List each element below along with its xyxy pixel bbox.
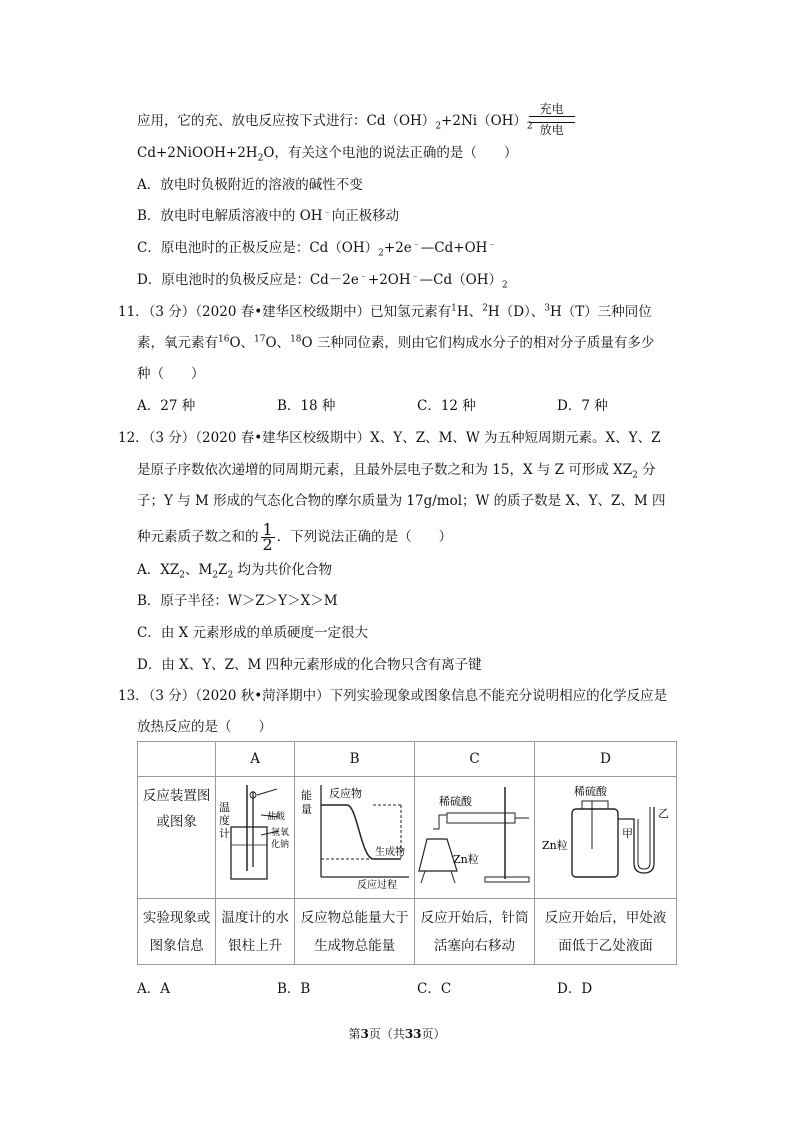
q12-line2: 是原子序数依次递增的同周期元素，且最外层电子数之和为 15，X 与 Z 可形成 $XZ_2$ 分: [137, 462, 656, 481]
q13-option-d: D．D: [557, 981, 593, 997]
table-header-c: C: [415, 742, 535, 777]
svg-text:计: 计: [219, 826, 231, 840]
q12-option-a: A．$XZ_2$、$M_2Z_2$ 均为共价化合物: [137, 562, 332, 581]
q10-line2: $Cd+2NiOOH+2H_2O$，有关这个电池的说法正确的是（ ）: [137, 145, 518, 164]
q10-option-c: C．原电池时的正极反应是：$Cd(OH)_2+2e^﹣—Cd+OH^﹣$: [137, 239, 497, 259]
svg-text:稀硫酸: 稀硫酸: [573, 784, 607, 798]
fraction-one-half: $\frac{1}{2}$: [262, 520, 273, 554]
figure-b-energy-diagram: [297, 779, 413, 889]
q10-option-d: D．原电池时的负极反应是：$Cd-2e^﹣+2OH^﹣—Cd(OH)_2$: [137, 271, 508, 291]
svg-text:化钠: 化钠: [271, 839, 290, 850]
figure-c-cell: [415, 777, 535, 899]
svg-text:氢氧: 氢氧: [271, 827, 290, 838]
q13-options: [137, 979, 592, 999]
q11-option-d: D．7 种: [557, 398, 608, 414]
page-number: 3: [360, 1027, 369, 1041]
svg-text:Zn粒: Zn粒: [541, 838, 568, 852]
q13-line2: 放热反应的是（ ）: [137, 719, 272, 735]
figure-c-syringe-setup: [417, 779, 533, 889]
table-header-blank: [138, 742, 216, 777]
page-total: 33: [404, 1027, 422, 1041]
phenomena-cell-c: 反应开始后，针筒 活塞向右移动: [415, 899, 535, 965]
svg-text:能: 能: [300, 788, 312, 802]
row-label-phenomena: 实验现象或 图象信息: [138, 899, 216, 965]
table-header-b: B: [295, 742, 415, 777]
svg-text:度: 度: [219, 813, 231, 827]
svg-text:温: 温: [219, 800, 231, 814]
figure-a-thermometer-beaker: [217, 779, 293, 889]
q13-option-b: B．B: [277, 981, 311, 997]
table-row-phenomena: [138, 899, 677, 965]
svg-text:稀硫酸: 稀硫酸: [438, 794, 472, 808]
q10-option-a: A．放电时负极附近的溶液的碱性不变: [137, 177, 363, 193]
q10-option-b: B．放电时电解质溶液中的 OH﹣向正极移动: [137, 207, 400, 224]
svg-text:反应物: 反应物: [328, 786, 362, 800]
svg-text:量: 量: [300, 802, 312, 816]
q12-line1: 12．（3 分）（2020 春•建华区校级期中）X、Y、Z、M、W 为五种短周期元素。X、Y、Z: [118, 430, 661, 446]
table-row-figures: [138, 777, 677, 899]
table-header-row: [138, 742, 677, 777]
figure-d-cell: [535, 777, 677, 899]
q13-option-c: C．C: [417, 981, 452, 997]
row-label-figure: 反应装置图 或图象: [138, 777, 216, 899]
q12-line3: 子；Y 与 M 形成的气态化合物的摩尔质量为 17g/mol；W 的质子数是 X、Y、Z、M 四: [137, 493, 666, 509]
q12-option-d: D．由 X、Y、Z、M 四种元素形成的化合物只含有离子键: [137, 657, 482, 673]
svg-text:乙: 乙: [657, 806, 669, 820]
q11-option-c: C．12 种: [417, 398, 476, 414]
svg-text:甲: 甲: [621, 826, 633, 840]
svg-text:Zn粒: Zn粒: [452, 852, 479, 866]
q11-line3: 种（ ）: [137, 366, 205, 382]
q12-option-c: C．由 X 元素形成的单质硬度一定很大: [137, 625, 369, 641]
q13-option-a: A．A: [137, 981, 170, 997]
page-footer: 第3页（共33页）: [348, 1027, 446, 1041]
phenomena-cell-d: 反应开始后，甲处液 面低于乙处液面: [535, 899, 677, 965]
reversible-arrow: 充电 放电: [529, 102, 575, 137]
table-header-d: D: [535, 742, 677, 777]
q12-option-b: B．原子半径：W＞Z＞Y＞X＞M: [137, 593, 338, 609]
q11-options: [137, 396, 608, 416]
svg-text:反应过程: 反应过程: [356, 879, 397, 889]
svg-text:盐酸: 盐酸: [267, 811, 286, 822]
table-header-a: A: [216, 742, 295, 777]
q11-option-a: A．27 种: [137, 398, 196, 414]
figure-d-u-tube-setup: [538, 779, 674, 889]
q11-option-b: B．18 种: [277, 398, 336, 414]
figure-a-cell: [216, 777, 295, 899]
figure-b-cell: [295, 777, 415, 899]
q13-line1: 13．（3 分）（2020 秋•菏泽期中）下列实验现象或图象信息不能充分说明相应的化学反应是: [118, 688, 668, 704]
phenomena-cell-b: 反应物总能量大于 生成物总能量: [295, 899, 415, 965]
svg-text:生成物: 生成物: [374, 846, 405, 858]
phenomena-cell-a: 温度计的水 银柱上升: [216, 899, 295, 965]
q10-line1: 应用，它的充、放电反应按下式进行：$Cd(OH)_2+2Ni(OH)_2$ 充电 放电: [137, 104, 575, 139]
q11-line2: 素，氧元素有$^{16}$O、$^{17}$O、$^{18}$O 三种同位素，则由它们构成水分子的相对分子质量有多少: [137, 334, 655, 351]
q12-line4: 种元素质子数之和的 $\frac{1}{2}$ ．下列说法正确的是（ ）: [137, 520, 453, 554]
q13-table: [137, 741, 677, 965]
q11-line1: 11．（3 分）（2020 春•建华区校级期中）已知氢元素有$^1$H、$^2$H（D）、$^3$H（T）三种同位: [118, 303, 652, 320]
